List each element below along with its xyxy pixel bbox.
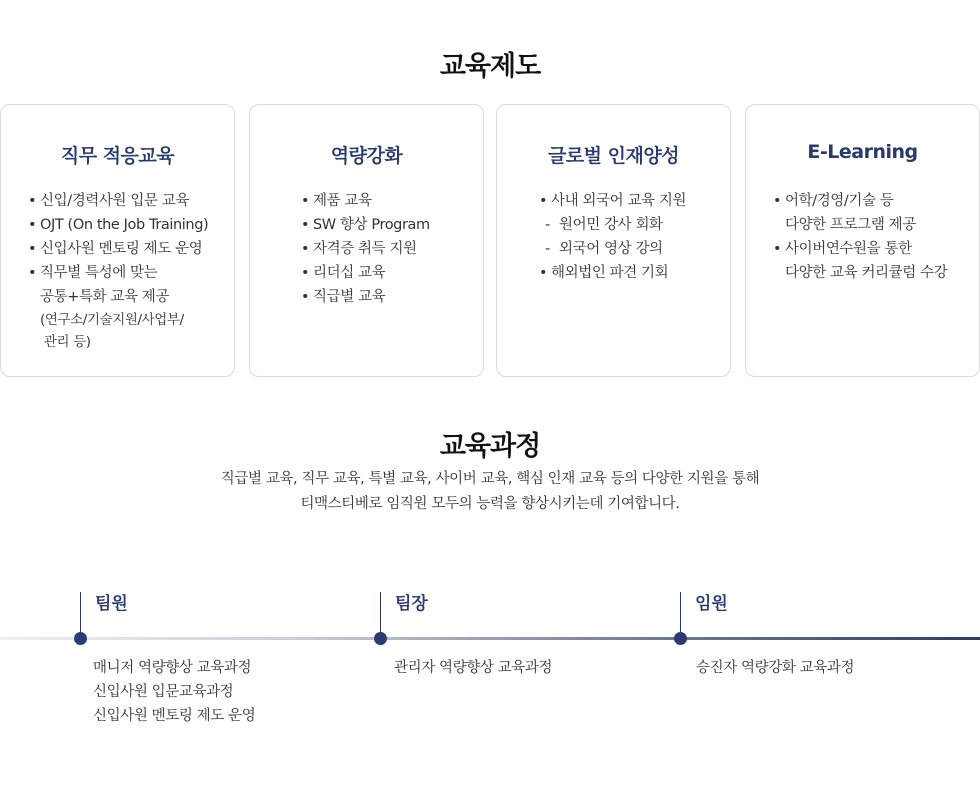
- timeline-dot: [674, 632, 687, 645]
- timeline-label-member: 팀원: [95, 594, 128, 614]
- timeline-line: [0, 637, 980, 640]
- course-description-line-2: 티맥스티베로 임직원 모두의 능력을 향상시키는데 기여합니다.: [300, 496, 680, 512]
- card-title: 역량강화: [330, 145, 403, 167]
- card-job-adaptation: [0, 104, 235, 377]
- card-e-learning: [745, 104, 980, 377]
- card-list: [773, 189, 947, 285]
- timeline-item: 매니저 역량향상 교육과정: [93, 660, 252, 676]
- list-item: • OJT (On the Job Training): [28, 217, 209, 233]
- card-list: [539, 189, 686, 285]
- list-subitem: - 원어민 강사 회화: [545, 217, 663, 233]
- timeline-items-member: [93, 656, 255, 728]
- list-item-note: 관리 등): [40, 334, 91, 350]
- timeline-marker-line: [80, 592, 81, 632]
- card-title: E-Learning: [807, 141, 918, 163]
- list-item: • 사이버연수원을 통한: [773, 241, 912, 257]
- course-description-line-1: 직급별 교육, 직무 교육, 특별 교육, 사이버 교육, 핵심 인재 교육 등의 다양한 지원을 통해: [220, 471, 760, 487]
- card-list: [301, 189, 430, 309]
- timeline-label-executive: 임원: [695, 594, 728, 614]
- list-item: • 제품 교육: [301, 193, 372, 209]
- card-title: 직무 적응교육: [60, 145, 175, 167]
- timeline-label-team-leader: 팀장: [395, 594, 428, 614]
- list-item: • 리더십 교육: [301, 265, 386, 281]
- list-subitem: - 외국어 영상 강의: [545, 241, 663, 257]
- timeline-marker-line: [680, 592, 681, 632]
- list-item: • 자격증 취득 지원: [301, 241, 417, 257]
- section-title-course: 교육과정: [439, 431, 541, 462]
- list-item: • 해외법인 파견 기회: [539, 265, 669, 281]
- timeline-item: 신입사원 입문교육과정: [93, 684, 234, 700]
- timeline-item: 신입사원 멘토링 제도 운영: [93, 708, 256, 724]
- list-item: • 신입사원 멘토링 제도 운영: [28, 241, 203, 257]
- list-item: 다양한 교육 커리큘럼 수강: [785, 265, 948, 281]
- list-item: 공통+특화 교육 제공: [40, 289, 170, 305]
- list-item: • 직급별 교육: [301, 289, 386, 305]
- list-item: • 사내 외국어 교육 지원: [539, 193, 687, 209]
- list-item: • 직무별 특성에 맞는: [28, 265, 158, 281]
- timeline-items-team-leader: [394, 656, 552, 680]
- timeline-dot: [74, 632, 87, 645]
- timeline-item: 관리자 역량향상 교육과정: [394, 660, 553, 676]
- list-item-note: (연구소/기술지원/사업부/: [40, 312, 184, 328]
- timeline-dot: [374, 632, 387, 645]
- card-title: 글로벌 인재양성: [547, 145, 680, 167]
- program-cards: [0, 104, 980, 379]
- timeline-items-executive: [696, 656, 854, 680]
- timeline-item: 승진자 역량강화 교육과정: [696, 660, 855, 676]
- list-item: • 어학/경영/기술 등: [773, 193, 894, 209]
- timeline-marker-line: [380, 592, 381, 632]
- card-capability: [249, 104, 484, 377]
- card-global-talent: [496, 104, 731, 377]
- list-item: • SW 향상 Program: [301, 217, 430, 233]
- list-item: 다양한 프로그램 제공: [785, 217, 916, 233]
- card-list: [28, 189, 208, 353]
- section-title-system: 교육제도: [439, 51, 541, 82]
- list-item: • 신입/경력사원 입문 교육: [28, 193, 189, 209]
